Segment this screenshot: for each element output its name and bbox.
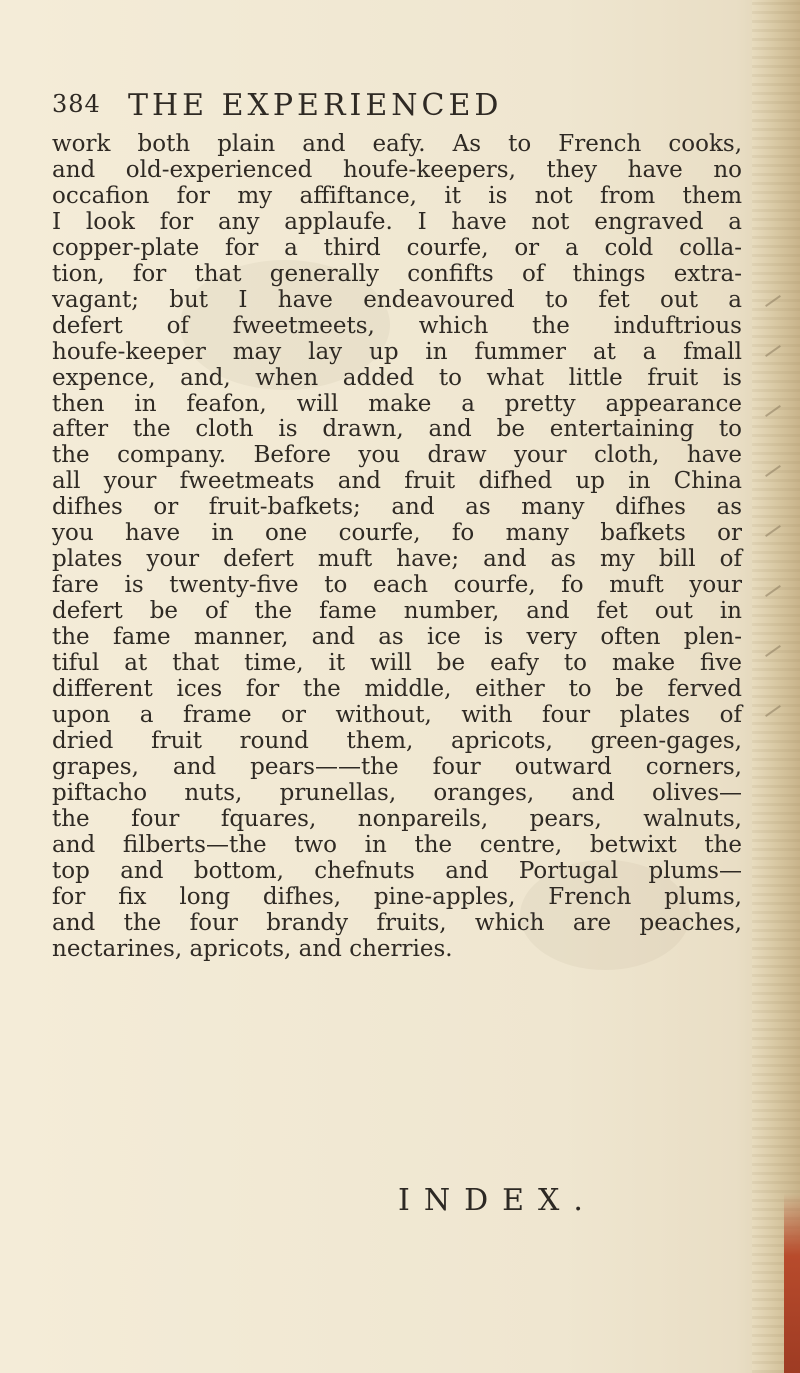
text-line-5: copper-plate for a third courfe, or a cold colla- bbox=[52, 234, 742, 261]
text-line-19: defert be of the fame number, and fet out in bbox=[52, 598, 742, 625]
text-line-7: vagant; but I have endeavoured to fet out a bbox=[52, 286, 742, 313]
text-line-29: top and bottom, chefnuts and Portugal plums— bbox=[52, 857, 742, 884]
text-line-17: plates your defert muft have; and as my bill of bbox=[52, 546, 742, 573]
text-line-14: all your fweetmeats and fruit difhed up in China bbox=[52, 468, 742, 495]
page-content bbox=[52, 88, 742, 963]
binding-mark bbox=[765, 585, 781, 597]
text-line-28: and filberts—the two in the centre, betwixt the bbox=[52, 831, 742, 858]
running-head: THE EXPERIENCED bbox=[128, 88, 503, 123]
binding-mark bbox=[765, 295, 781, 307]
text-line-23: upon a frame or without, with four plates of bbox=[52, 701, 742, 728]
binding-mark bbox=[765, 405, 781, 417]
text-line-2: and old-experienced houfe-keepers, they have no bbox=[52, 156, 742, 183]
text-line-24: dried fruit round them, apricots, green-gages, bbox=[52, 727, 742, 754]
body-text bbox=[52, 132, 742, 963]
text-line-21: tiful at that time, it will be eafy to make five bbox=[52, 650, 742, 677]
text-line-25: grapes, and pears——the four outward corners, bbox=[52, 753, 742, 780]
text-line-10: expence, and, when added to what little fruit is bbox=[52, 364, 742, 391]
text-line-20: the fame manner, and as ice is very often plen- bbox=[52, 624, 742, 651]
page-binding-edge bbox=[752, 0, 800, 1373]
text-line-9: houfe-keeper may lay up in fummer at a fmall bbox=[52, 338, 742, 365]
page-header bbox=[52, 88, 742, 130]
text-line-11: then in feafon, will make a pretty appearance bbox=[52, 390, 742, 417]
binding-mark bbox=[765, 465, 781, 477]
text-line-22: different ices for the middle, either to be ferved bbox=[52, 676, 742, 703]
text-line-32: nectarines, apricots, and cherries. bbox=[52, 935, 453, 962]
text-line-8: defert of fweetmeets, which the induftrious bbox=[52, 312, 742, 339]
text-line-26: piftacho nuts, prunellas, oranges, and olives— bbox=[52, 779, 742, 806]
binding-mark bbox=[765, 345, 781, 357]
catchword-index: INDEX. bbox=[398, 1183, 597, 1218]
text-line-4: I look for any applaufe. I have not engraved a bbox=[52, 208, 742, 235]
text-line-13: the company. Before you draw your cloth, have bbox=[52, 442, 742, 469]
text-line-6: tion, for that generally confifts of things extra- bbox=[52, 260, 742, 287]
text-line-16: you have in one courfe, fo many bafkets or bbox=[52, 520, 742, 547]
page-edge-stain bbox=[784, 1193, 800, 1373]
page-number: 384 bbox=[52, 90, 101, 118]
text-line-31: and the four brandy fruits, which are peaches, bbox=[52, 909, 742, 936]
text-line-12: after the cloth is drawn, and be entertaining to bbox=[52, 416, 742, 443]
binding-mark bbox=[765, 705, 781, 717]
text-line-30: for fix long difhes, pine-apples, French plums, bbox=[52, 883, 742, 910]
text-line-27: the four fquares, nonpareils, pears, walnuts, bbox=[52, 805, 742, 832]
binding-mark bbox=[765, 645, 781, 657]
text-line-3: occafion for my affiftance, it is not from them bbox=[52, 182, 742, 209]
binding-mark bbox=[765, 525, 781, 537]
text-line-18: fare is twenty-five to each courfe, fo muft your bbox=[52, 572, 742, 599]
text-line-1: work both plain and eafy. As to French cooks, bbox=[52, 131, 742, 157]
text-line-15: difhes or fruit-bafkets; and as many difhes as bbox=[52, 494, 742, 521]
